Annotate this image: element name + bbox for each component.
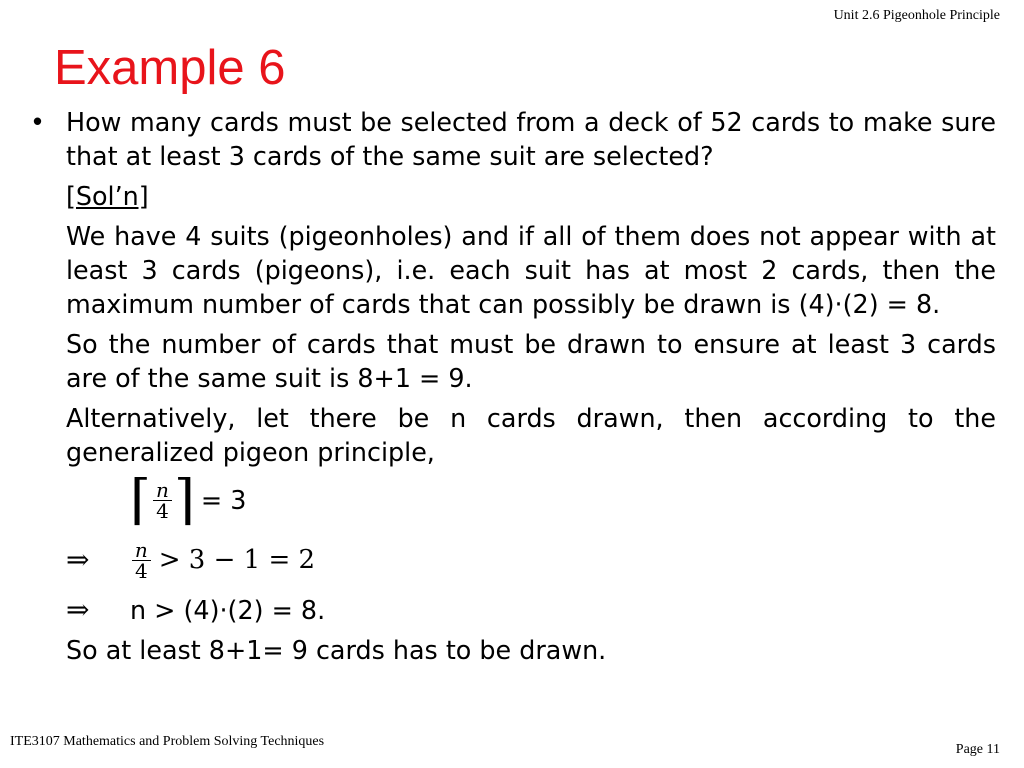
unit-label: Unit 2.6 Pigeonhole Principle — [833, 8, 1000, 23]
slide-title: Example 6 — [54, 41, 286, 95]
fraction-denominator: 4 — [153, 500, 172, 521]
solution-label — [66, 179, 996, 213]
solution-paragraph-2: So the number of cards that must be drawn to ensure at least 3 cards are of the same suit is 8+1 = 9. — [66, 329, 996, 393]
equation-result — [66, 593, 996, 627]
ceiling-left-bracket: ⌈ — [130, 468, 152, 531]
fraction-numerator: n — [134, 537, 148, 562]
conclusion-text: So at least 8+1= 9 cards has to be drawn. — [66, 635, 607, 665]
page-number: Page 11 — [955, 742, 1000, 757]
ceiling-right-bracket: ⌉ — [173, 468, 195, 531]
solution-paragraph-3: Alternatively, let there be n cards drawn, then according to the generalized pigeon principle, — [66, 403, 996, 467]
fraction-denominator: 4 — [132, 560, 151, 581]
result-text: n > (4)·(2) = 8. — [130, 595, 326, 625]
fraction-numerator: n — [156, 477, 169, 502]
equation-rhs: = 3 — [200, 485, 247, 515]
implies-icon: ⇒ — [66, 593, 90, 626]
inequality-rhs: > 3 − 1 = 2 — [158, 545, 316, 575]
fraction-n-over-4 — [153, 477, 172, 523]
question-text: How many cards must be selected from a deck of 52 cards to make sure that at least 3 cards of the same suit are selected? — [66, 107, 996, 171]
course-footer: ITE3107 Mathematics and Problem Solving Techniques — [10, 734, 325, 749]
solution-label-text: [Sol’n] — [66, 181, 149, 211]
bullet-icon: • — [30, 107, 45, 137]
question-bullet — [24, 105, 996, 173]
solution-paragraph-1: We have 4 suits (pigeonholes) and if all of them does not appear with at least 3 cards (pigeons), i.e. each suit has at most 2 cards, then the maximum number of cards that can possibly be drawn is (4)·(2) = 8. — [66, 221, 996, 319]
implies-icon: ⇒ — [66, 543, 90, 576]
equation-ceiling — [66, 469, 996, 531]
equation-inequality — [66, 531, 996, 589]
fraction-n-over-4 — [132, 537, 151, 583]
slide-content — [24, 105, 996, 667]
